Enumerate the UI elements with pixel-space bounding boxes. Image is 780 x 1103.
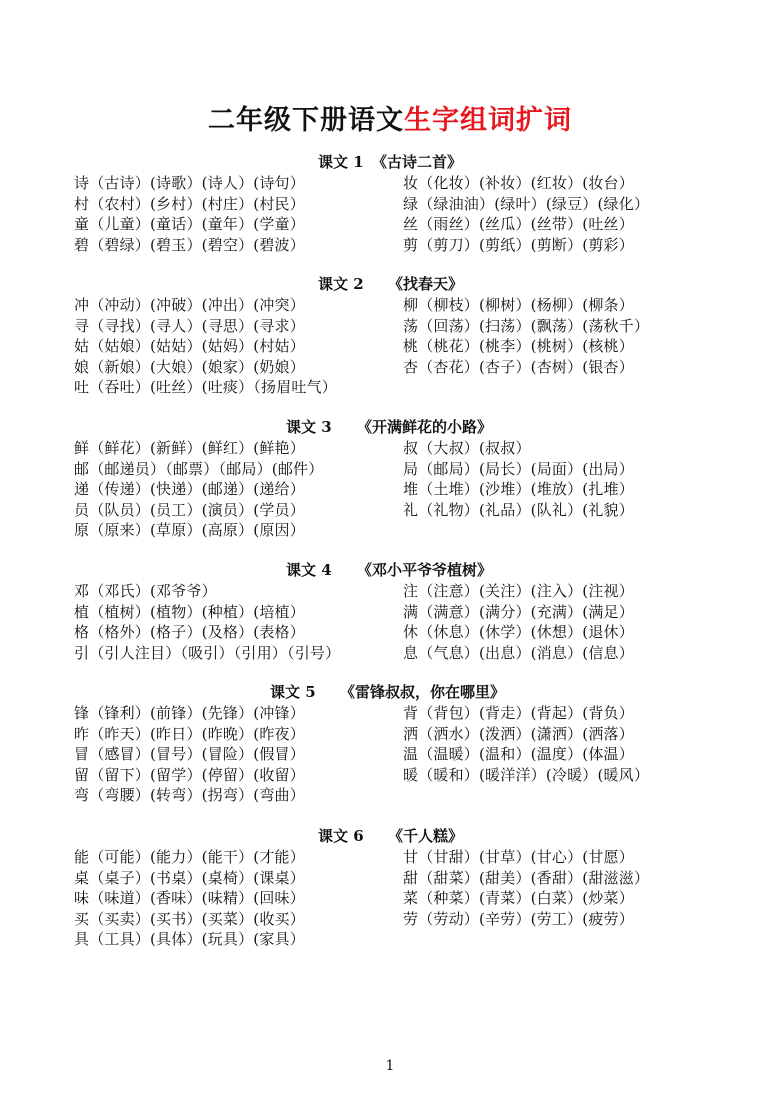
lesson-section bbox=[0, 151, 780, 254]
left-column bbox=[74, 581, 340, 663]
word-row: 碧（碧绿）(碧玉）(碧空）(碧波） bbox=[74, 235, 305, 254]
word-row: 姑（姑娘）(姑姑）(姑妈）(村姑） bbox=[74, 337, 305, 356]
lesson-name: 《千人糕》 bbox=[388, 827, 464, 845]
lesson-label: 课文 2 bbox=[318, 275, 364, 293]
word-row: 弯（弯腰）(转弯）(拐弯）(弯曲） bbox=[74, 786, 305, 805]
word-row: 昨（昨天）(昨日）(昨晚）(昨夜） bbox=[74, 724, 305, 743]
word-row: 原（原来）(草原）(高原）(原因） bbox=[74, 521, 305, 540]
lesson-title bbox=[0, 273, 780, 295]
word-row: 具（工具）(具体）(玩具）(家具） bbox=[74, 930, 305, 949]
lesson-title bbox=[0, 151, 780, 173]
word-row: 叔（大叔）(叔叔） bbox=[403, 439, 531, 457]
word-row: 邮（邮递员）（邮票）（邮局）(邮件） bbox=[74, 459, 324, 478]
word-row: 买（买卖）(买书）(买菜）(收买） bbox=[74, 909, 305, 928]
word-row: 植（植树）(植物）(种植）(培植） bbox=[74, 602, 305, 621]
word-row: 吐（吞吐）(吐丝）(吐痰）（扬眉吐气） bbox=[74, 378, 338, 397]
left-column bbox=[74, 295, 337, 398]
right-column bbox=[403, 703, 649, 785]
right-column bbox=[403, 581, 634, 663]
word-row: 妆（化妆）(补妆）(红妆）(妆台） bbox=[403, 174, 634, 192]
right-column bbox=[403, 438, 634, 520]
title-black-part: 二年级下册语文 bbox=[208, 105, 404, 136]
word-row: 柳（柳枝）(柳树）(杨柳）(柳条） bbox=[403, 296, 634, 314]
word-row: 村（农村）(乡村）(村庄）(村民） bbox=[74, 194, 305, 213]
lesson-name: 《古诗二首》 bbox=[372, 153, 463, 171]
word-row: 诗（古诗）(诗歌）(诗人）(诗句） bbox=[74, 174, 305, 192]
lesson-label: 课文 5 bbox=[270, 683, 316, 701]
right-column bbox=[403, 847, 649, 929]
word-row: 礼（礼物）(礼品）(队礼）(礼貌） bbox=[403, 500, 634, 519]
word-row: 绿（绿油油）(绿叶）(绿豆）(绿化） bbox=[403, 194, 650, 213]
left-column bbox=[74, 703, 305, 806]
lesson-label: 课文 6 bbox=[318, 827, 364, 845]
page-title bbox=[0, 98, 780, 137]
word-row: 剪（剪刀）(剪纸）(剪断）(剪彩） bbox=[403, 235, 634, 254]
word-row: 暖（暖和）(暖洋洋）(冷暖）(暖风） bbox=[403, 765, 650, 784]
left-column bbox=[74, 847, 305, 950]
word-row: 息（气息）(出息）(消息）(信息） bbox=[403, 643, 634, 662]
lesson-name: 《找春天》 bbox=[388, 275, 464, 293]
word-row: 荡（回荡）(扫荡）(飘荡）(荡秋千） bbox=[403, 316, 650, 335]
lesson-label: 课文 4 bbox=[286, 561, 332, 579]
lesson-title bbox=[0, 416, 780, 438]
word-row: 甜（甜菜）(甜美）(香甜）(甜滋滋） bbox=[403, 868, 650, 887]
word-row: 味（味道）(香味）(味精）(回味） bbox=[74, 889, 305, 908]
word-row: 鲜（鲜花）(新鲜）(鲜红）(鲜艳） bbox=[74, 439, 305, 457]
left-column bbox=[74, 173, 305, 255]
page-number: 1 bbox=[385, 1058, 395, 1074]
word-row: 满（满意）(满分）(充满）(满足） bbox=[403, 602, 634, 621]
word-row: 堆（土堆）(沙堆）(堆放）(扎堆） bbox=[403, 480, 634, 499]
lesson-title bbox=[0, 825, 780, 847]
lesson-name: 《开满鲜花的小路》 bbox=[357, 418, 493, 436]
lesson-name: 《邓小平爷爷植树》 bbox=[357, 561, 493, 579]
right-column bbox=[403, 173, 649, 255]
left-column bbox=[74, 438, 323, 541]
word-row: 员（队员）(员工）(演员）(学员） bbox=[74, 500, 305, 519]
word-row: 洒（洒水）(泼洒）(潇洒）(洒落） bbox=[403, 724, 634, 743]
title-red-part: 生字组词扩词 bbox=[404, 105, 572, 136]
word-row: 童（儿童）(童话）(童年）(学童） bbox=[74, 215, 305, 234]
word-row: 留（留下）(留学）(停留）(收留） bbox=[74, 765, 305, 784]
lesson-section bbox=[0, 273, 780, 397]
right-column bbox=[403, 295, 649, 377]
lesson-section bbox=[0, 559, 780, 662]
word-row: 丝（雨丝）(丝瓜）(丝带）(吐丝） bbox=[403, 215, 634, 234]
word-row: 冒（感冒）(冒号）(冒险）(假冒） bbox=[74, 745, 305, 764]
word-row: 甘（甘甜）(甘草）(甘心）(甘愿） bbox=[403, 848, 634, 866]
word-row: 锋（锋利）(前锋）(先锋）(冲锋） bbox=[74, 704, 305, 722]
lesson-title bbox=[0, 681, 780, 703]
lesson-name: 《雷锋叔叔，你在哪里》 bbox=[340, 683, 506, 701]
word-row: 桌（桌子）(书桌）(桌椅）(课桌） bbox=[74, 868, 305, 887]
word-row: 休（休息）(休学）(休想）(退休） bbox=[403, 623, 634, 642]
lesson-title bbox=[0, 559, 780, 581]
word-row: 递（传递）(快递）(邮递）(递给） bbox=[74, 480, 305, 499]
lesson-section bbox=[0, 825, 780, 949]
word-row: 引（引人注目）（吸引）（引用）（引号） bbox=[74, 643, 341, 662]
word-row: 杏（杏花）(杏子）(杏树）(银杏） bbox=[403, 357, 634, 376]
word-row: 局（邮局）(局长）(局面）(出局） bbox=[403, 459, 634, 478]
word-row: 劳（劳动）(辛劳）(劳工）(疲劳） bbox=[403, 909, 634, 928]
lesson-label: 课文 3 bbox=[286, 418, 332, 436]
lesson-section bbox=[0, 681, 780, 805]
word-row: 温（温暖）(温和）(温度）(体温） bbox=[403, 745, 634, 764]
word-row: 背（背包）(背走）(背起）(背负） bbox=[403, 704, 634, 722]
word-row: 格（格外）(格子）(及格）(表格） bbox=[74, 623, 305, 642]
word-row: 桃（桃花）(桃李）(桃树）(核桃） bbox=[403, 337, 634, 356]
word-row: 冲（冲动）(冲破）(冲出）(冲突） bbox=[74, 296, 305, 314]
word-row: 邓（邓氏）(邓爷爷） bbox=[74, 582, 217, 600]
word-row: 娘（新娘）(大娘）(娘家）(奶娘） bbox=[74, 357, 305, 376]
word-row: 注（注意）(关注）(注入）(注视） bbox=[403, 582, 634, 600]
word-row: 寻（寻找）(寻人）(寻思）(寻求） bbox=[74, 316, 305, 335]
word-row: 能（可能）(能力）(能干）(才能） bbox=[74, 848, 305, 866]
lesson-section bbox=[0, 416, 780, 540]
word-row: 菜（种菜）(青菜）(白菜）(炒菜） bbox=[403, 889, 634, 908]
lesson-label: 课文 1 bbox=[318, 153, 364, 171]
